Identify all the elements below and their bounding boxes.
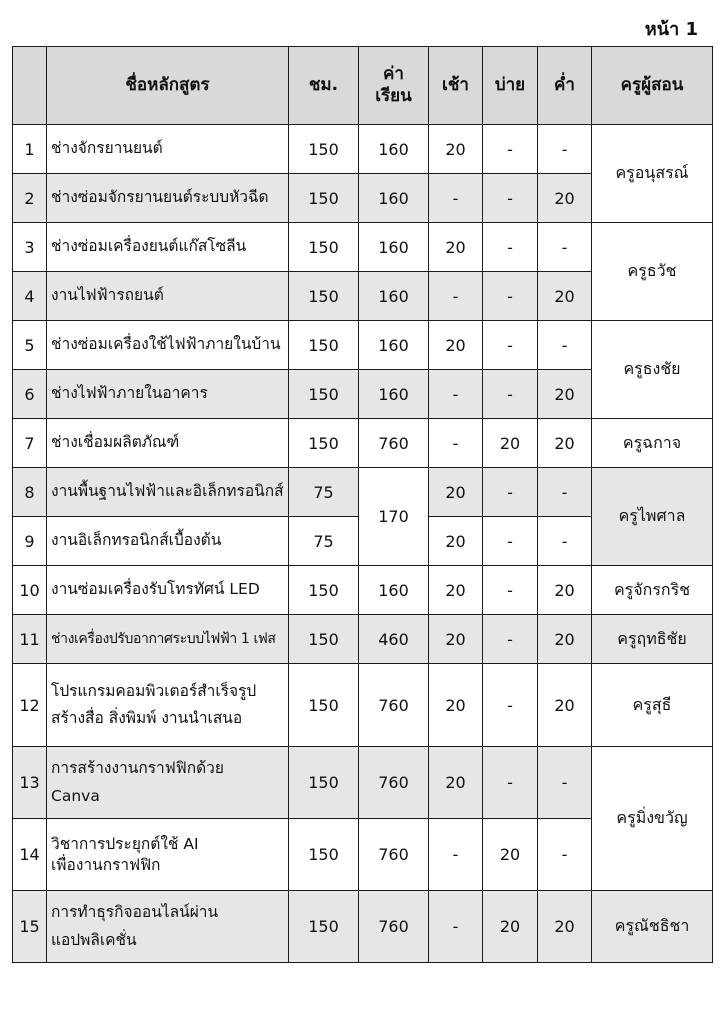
hours-cell: 150 bbox=[289, 664, 359, 747]
course-name-line1: โปรแกรมคอมพิวเตอร์สำเร็จรูป bbox=[51, 681, 257, 700]
evening-cell: - bbox=[538, 747, 592, 819]
hours-cell: 150 bbox=[289, 566, 359, 615]
row-number: 12 bbox=[13, 664, 47, 747]
afternoon-cell: - bbox=[483, 125, 538, 174]
fee-cell: 160 bbox=[359, 321, 429, 370]
afternoon-cell: - bbox=[483, 566, 538, 615]
course-name bbox=[47, 819, 289, 891]
morning-cell: 20 bbox=[429, 517, 483, 566]
evening-cell: - bbox=[538, 125, 592, 174]
course-name: ช่างซ่อมเครื่องยนต์แก๊สโซลีน bbox=[47, 223, 289, 272]
teacher-cell: ครูมิ่งขวัญ bbox=[592, 747, 713, 891]
fee-cell: 460 bbox=[359, 615, 429, 664]
morning-cell: - bbox=[429, 419, 483, 468]
hours-cell: 150 bbox=[289, 891, 359, 963]
evening-cell: - bbox=[538, 321, 592, 370]
header-fee bbox=[359, 47, 429, 125]
course-name-line2: Canva bbox=[51, 786, 100, 805]
afternoon-cell: - bbox=[483, 223, 538, 272]
afternoon-cell: 20 bbox=[483, 419, 538, 468]
course-name bbox=[47, 891, 289, 963]
course-name: งานไฟฟ้ารถยนต์ bbox=[47, 272, 289, 321]
afternoon-cell: - bbox=[483, 664, 538, 747]
course-name-line1: วิชาการประยุกต์ใช้ AI bbox=[51, 835, 199, 854]
table-row bbox=[13, 125, 713, 174]
hours-cell: 150 bbox=[289, 419, 359, 468]
row-number: 2 bbox=[13, 174, 47, 223]
afternoon-cell: - bbox=[483, 517, 538, 566]
course-name: งานพื้นฐานไฟฟ้าและอิเล็กทรอนิกส์ bbox=[47, 468, 289, 517]
course-name: ช่างซ่อมจักรยานยนต์ระบบหัวฉีด bbox=[47, 174, 289, 223]
morning-cell: 20 bbox=[429, 468, 483, 517]
afternoon-cell: - bbox=[483, 174, 538, 223]
morning-cell: 20 bbox=[429, 566, 483, 615]
evening-cell: - bbox=[538, 223, 592, 272]
row-number: 5 bbox=[13, 321, 47, 370]
table-row bbox=[13, 321, 713, 370]
row-number: 13 bbox=[13, 747, 47, 819]
afternoon-cell: 20 bbox=[483, 819, 538, 891]
fee-cell: 170 bbox=[359, 468, 429, 566]
morning-cell: 20 bbox=[429, 125, 483, 174]
row-number: 10 bbox=[13, 566, 47, 615]
fee-cell: 160 bbox=[359, 125, 429, 174]
course-name bbox=[47, 747, 289, 819]
course-name-line1: การทำธุรกิจออนไลน์ผ่าน bbox=[51, 903, 219, 922]
evening-cell: 20 bbox=[538, 174, 592, 223]
hours-cell: 75 bbox=[289, 468, 359, 517]
header-morning: เช้า bbox=[429, 47, 483, 125]
course-name: ช่างเชื่อมผลิตภัณฑ์ bbox=[47, 419, 289, 468]
hours-cell: 150 bbox=[289, 819, 359, 891]
table-row bbox=[13, 419, 713, 468]
morning-cell: - bbox=[429, 370, 483, 419]
header-course-name: ชื่อหลักสูตร bbox=[47, 47, 289, 125]
evening-cell: 20 bbox=[538, 566, 592, 615]
header-afternoon: บ่าย bbox=[483, 47, 538, 125]
morning-cell: - bbox=[429, 891, 483, 963]
evening-cell: - bbox=[538, 517, 592, 566]
course-name: ช่างไฟฟ้าภายในอาคาร bbox=[47, 370, 289, 419]
evening-cell: 20 bbox=[538, 664, 592, 747]
table-row bbox=[13, 664, 713, 747]
course-name: ช่างซ่อมเครื่องใช้ไฟฟ้าภายในบ้าน bbox=[47, 321, 289, 370]
course-name bbox=[47, 664, 289, 747]
hours-cell: 150 bbox=[289, 747, 359, 819]
evening-cell: - bbox=[538, 468, 592, 517]
teacher-cell: ครูจักรกริช bbox=[592, 566, 713, 615]
afternoon-cell: 20 bbox=[483, 891, 538, 963]
afternoon-cell: - bbox=[483, 468, 538, 517]
course-name: งานอิเล็กทรอนิกส์เบื้องต้น bbox=[47, 517, 289, 566]
fee-cell: 760 bbox=[359, 819, 429, 891]
fee-cell: 160 bbox=[359, 370, 429, 419]
fee-cell: 760 bbox=[359, 891, 429, 963]
hours-cell: 150 bbox=[289, 321, 359, 370]
evening-cell: 20 bbox=[538, 370, 592, 419]
morning-cell: - bbox=[429, 819, 483, 891]
table-row bbox=[13, 468, 713, 517]
row-number: 9 bbox=[13, 517, 47, 566]
course-name: ช่างเครื่องปรับอากาศระบบไฟฟ้า 1 เฟส bbox=[47, 615, 289, 664]
course-name-line1: การสร้างงานกราฟฟิกด้วย bbox=[51, 759, 224, 778]
course-schedule-table bbox=[12, 46, 713, 963]
row-number: 6 bbox=[13, 370, 47, 419]
row-number: 15 bbox=[13, 891, 47, 963]
page-number: หน้า 1 bbox=[644, 19, 698, 40]
hours-cell: 150 bbox=[289, 125, 359, 174]
fee-cell: 760 bbox=[359, 664, 429, 747]
header-row bbox=[13, 47, 713, 125]
teacher-cell: ครูณัชธิชา bbox=[592, 891, 713, 963]
table-row bbox=[13, 747, 713, 819]
course-name-line2: เพื่องานกราฟฟิก bbox=[51, 855, 161, 874]
evening-cell: 20 bbox=[538, 419, 592, 468]
morning-cell: 20 bbox=[429, 321, 483, 370]
hours-cell: 150 bbox=[289, 370, 359, 419]
afternoon-cell: - bbox=[483, 370, 538, 419]
fee-cell: 160 bbox=[359, 174, 429, 223]
teacher-cell: ครูฉกาจ bbox=[592, 419, 713, 468]
fee-cell: 160 bbox=[359, 566, 429, 615]
table-row bbox=[13, 223, 713, 272]
hours-cell: 150 bbox=[289, 174, 359, 223]
row-number: 14 bbox=[13, 819, 47, 891]
teacher-cell: ครูอนุสรณ์ bbox=[592, 125, 713, 223]
course-name-line2: สร้างสื่อ สิ่งพิมพ์ งานนำเสนอ bbox=[51, 709, 243, 727]
teacher-cell: ครูธวัช bbox=[592, 223, 713, 321]
hours-cell: 150 bbox=[289, 272, 359, 321]
row-number: 3 bbox=[13, 223, 47, 272]
row-number: 8 bbox=[13, 468, 47, 517]
row-number: 1 bbox=[13, 125, 47, 174]
teacher-cell: ครูธงชัย bbox=[592, 321, 713, 419]
header-teacher: ครูผู้สอน bbox=[592, 47, 713, 125]
hours-cell: 150 bbox=[289, 223, 359, 272]
afternoon-cell: - bbox=[483, 321, 538, 370]
header-hours: ชม. bbox=[289, 47, 359, 125]
afternoon-cell: - bbox=[483, 615, 538, 664]
header-no bbox=[13, 47, 47, 125]
morning-cell: 20 bbox=[429, 747, 483, 819]
table-row bbox=[13, 566, 713, 615]
header-fee-line2: เรียน bbox=[375, 85, 412, 106]
evening-cell: - bbox=[538, 819, 592, 891]
teacher-cell: ครูสุธี bbox=[592, 664, 713, 747]
course-name: ช่างจักรยานยนต์ bbox=[47, 125, 289, 174]
afternoon-cell: - bbox=[483, 747, 538, 819]
morning-cell: - bbox=[429, 272, 483, 321]
hours-cell: 150 bbox=[289, 615, 359, 664]
fee-cell: 160 bbox=[359, 272, 429, 321]
fee-cell: 160 bbox=[359, 223, 429, 272]
teacher-cell: ครูฤทธิชัย bbox=[592, 615, 713, 664]
header-evening: ค่ำ bbox=[538, 47, 592, 125]
evening-cell: 20 bbox=[538, 272, 592, 321]
table-row bbox=[13, 891, 713, 963]
morning-cell: 20 bbox=[429, 223, 483, 272]
fee-cell: 760 bbox=[359, 747, 429, 819]
course-name-line2: แอปพลิเคชั่น bbox=[51, 930, 137, 949]
morning-cell: 20 bbox=[429, 664, 483, 747]
course-name: งานซ่อมเครื่องรับโทรทัศน์ LED bbox=[47, 566, 289, 615]
morning-cell: 20 bbox=[429, 615, 483, 664]
evening-cell: 20 bbox=[538, 615, 592, 664]
row-number: 11 bbox=[13, 615, 47, 664]
evening-cell: 20 bbox=[538, 891, 592, 963]
table-row bbox=[13, 615, 713, 664]
row-number: 4 bbox=[13, 272, 47, 321]
row-number: 7 bbox=[13, 419, 47, 468]
teacher-cell: ครูไพศาล bbox=[592, 468, 713, 566]
fee-cell: 760 bbox=[359, 419, 429, 468]
header-fee-line1: ค่า bbox=[383, 64, 404, 85]
afternoon-cell: - bbox=[483, 272, 538, 321]
hours-cell: 75 bbox=[289, 517, 359, 566]
morning-cell: - bbox=[429, 174, 483, 223]
